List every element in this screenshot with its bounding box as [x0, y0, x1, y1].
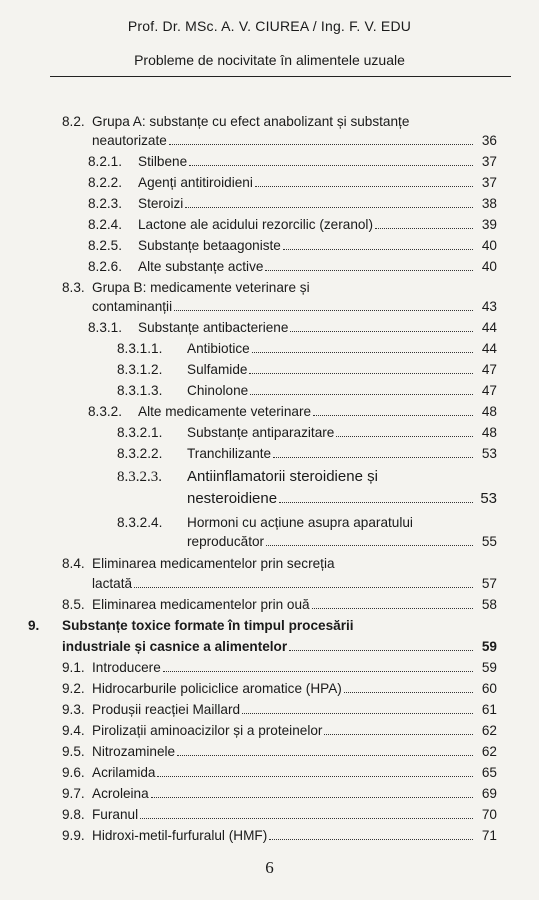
toc-entry [88, 215, 497, 235]
toc-entry [88, 152, 497, 172]
toc-entry-title: Introducere [92, 660, 161, 675]
toc-entry-number: 9.8. [62, 807, 85, 822]
leader-dots [313, 403, 473, 416]
leader-dots [375, 216, 473, 229]
toc-entry-number: 8.2. [62, 114, 85, 129]
toc-entry-title-cont: lactată [92, 576, 133, 591]
toc-entry-page: 53 [480, 490, 497, 507]
toc-entry-page: 71 [481, 828, 497, 843]
toc-entry-title: Antibiotice [187, 341, 250, 356]
leader-dots [189, 153, 473, 166]
toc-entry [117, 381, 497, 401]
toc-entry-title: Lactone ale acidului rezorcilic (zeranol) [138, 217, 373, 232]
toc-entry-title: Chinolone [187, 383, 249, 398]
toc-entry-title: Substanțe toxice formate în timpul procesării [62, 618, 354, 633]
toc-entry-title-cont: contaminanții [92, 299, 173, 314]
leader-dots [283, 237, 473, 250]
toc-entry [62, 278, 310, 298]
toc-entry [62, 112, 409, 132]
toc-entry [117, 444, 497, 464]
toc-entry-page: 40 [481, 238, 497, 253]
toc-entry-number: 8.3.2.4. [117, 515, 163, 530]
toc-entry-title: Grupa B: medicamente veterinare și [92, 280, 310, 295]
toc-entry [62, 826, 497, 846]
toc-entry-title: Hidrocarburile policiclice aromatice (HPA) [92, 681, 342, 696]
toc-entry-title: Hormoni cu acțiune asupra aparatului [187, 515, 413, 530]
toc-entry-continuation [187, 532, 497, 552]
toc-entry-page: 53 [481, 446, 497, 461]
toc-entry-continuation [92, 297, 497, 317]
toc-entry-page: 37 [481, 154, 497, 169]
toc-entry [62, 679, 497, 699]
toc-entry [88, 236, 497, 256]
leader-dots [324, 722, 473, 735]
leader-dots [279, 490, 473, 503]
toc-entry-page: 47 [481, 383, 497, 398]
toc-entry [62, 763, 497, 783]
toc-entry [62, 721, 497, 741]
toc-entry [117, 339, 497, 359]
toc-entry-page: 57 [481, 576, 497, 591]
toc-entry [88, 173, 497, 193]
toc-entry-title: Pirolizații aminoacizilor și a proteinelor [92, 723, 323, 738]
toc-entry [88, 318, 497, 338]
toc-entry-title: Alte substanțe active [138, 259, 264, 274]
toc-entry-number: 9.4. [62, 723, 85, 738]
leader-dots [157, 764, 473, 777]
toc-entry-title: Acroleina [92, 786, 149, 801]
toc-entry-page: 60 [481, 681, 497, 696]
toc-entry-title: Alte medicamente veterinare [138, 404, 312, 419]
toc-entry-page: 62 [481, 723, 497, 738]
toc-entry-number: 9.1. [62, 660, 85, 675]
leader-dots [242, 701, 473, 714]
toc-entry-number: 9.6. [62, 765, 85, 780]
toc-entry-page: 70 [481, 807, 497, 822]
leader-dots [336, 424, 473, 437]
toc-entry-page: 39 [481, 217, 497, 232]
toc-entry-title: Furanul [92, 807, 139, 822]
leader-dots [344, 680, 473, 693]
toc-entry [62, 742, 497, 762]
toc-entry [62, 658, 497, 678]
toc-entry-number: 9.5. [62, 744, 85, 759]
toc-entry-number: 9.3. [62, 702, 85, 717]
leader-dots [255, 174, 473, 187]
leader-dots [273, 445, 473, 458]
toc-entry-number: 8.4. [62, 556, 85, 571]
toc-entry-title: Steroizi [138, 196, 184, 211]
toc-entry-continuation [92, 574, 497, 594]
toc-entry-number: 8.3.1. [88, 320, 123, 335]
toc-entry [62, 554, 335, 574]
toc-entry-title: Eliminarea medicamentelor prin ouă [92, 597, 310, 612]
toc-entry-number: 8.2.6. [88, 259, 123, 274]
header-authors: Prof. Dr. MSc. A. V. CIUREA / Ing. F. V. EDU [127, 18, 412, 34]
toc-entry-page: 48 [481, 425, 497, 440]
toc-entry-number: 8.2.2. [88, 175, 123, 190]
toc-entry-title: Substanțe betaagoniste [138, 238, 281, 253]
toc-entry-page: 48 [481, 404, 497, 419]
toc-entry-page: 43 [481, 299, 497, 314]
toc-entry-title: Grupa A: substanțe cu efect anabolizant și substanțe [92, 114, 410, 129]
toc-entry-number: 8.2.4. [88, 217, 123, 232]
toc-entry-page: 61 [481, 702, 497, 717]
leader-dots [177, 743, 473, 756]
toc-entry-title: Substanțe antiparazitare [187, 425, 335, 440]
toc-entry-page: 36 [481, 133, 497, 148]
leader-dots [140, 806, 473, 819]
leader-dots [290, 319, 473, 332]
toc-entry-number: 8.5. [62, 597, 85, 612]
toc-entry-title: Eliminarea medicamentelor prin secreția [92, 556, 335, 571]
leader-dots [151, 785, 473, 798]
toc-entry-page: 59 [481, 660, 497, 675]
toc-entry-number: 8.2.5. [88, 238, 123, 253]
toc-entry-continuation [92, 131, 497, 151]
toc-entry-title: Sulfamide [187, 362, 248, 377]
toc-entry-title: Produșii reacției Maillard [92, 702, 241, 717]
leader-dots [252, 340, 473, 353]
leader-dots [174, 298, 473, 311]
toc-entry-title: Tranchilizante [187, 446, 272, 461]
page-number: 6 [265, 858, 274, 877]
toc-entry [62, 595, 497, 615]
toc-entry-number: 8.3.2.1. [117, 425, 163, 440]
toc-entry-number: 8.3.1.3. [117, 383, 163, 398]
toc-entry-title-cont: reproducător [187, 534, 265, 549]
toc-entry-page: 55 [481, 534, 497, 549]
toc-chapter-entry [28, 616, 354, 636]
toc-entry-continuation [62, 637, 497, 657]
toc-entry-title-cont: industriale și casnice a alimentelor [62, 639, 288, 654]
toc-entry-title: Substanțe antibacteriene [138, 320, 289, 335]
toc-entry-number: 8.3.1.2. [117, 362, 163, 377]
toc-entry-number: 8.2.1. [88, 154, 123, 169]
leader-dots [250, 382, 473, 395]
toc-entry [117, 513, 413, 533]
toc-entry-page: 44 [481, 320, 497, 335]
toc-entry-title: Acrilamida [92, 765, 156, 780]
toc-entry [88, 194, 497, 214]
toc-entry [62, 700, 497, 720]
leader-dots [269, 827, 473, 840]
toc-entry [88, 257, 497, 277]
toc-entry-page: 44 [481, 341, 497, 356]
toc-entry-page: 58 [481, 597, 497, 612]
toc-entry [62, 784, 497, 804]
toc-entry-number: 8.2.3. [88, 196, 123, 211]
toc-entry-page: 40 [481, 259, 497, 274]
toc-entry-title: Agenți antitiroidieni [138, 175, 253, 190]
toc-entry-number: 8.3.2. [88, 404, 123, 419]
leader-dots [163, 659, 473, 672]
leader-dots [289, 638, 473, 651]
header-book-title: Probleme de nocivitate în alimentele uzuale [134, 52, 405, 68]
leader-dots [134, 575, 473, 588]
toc-entry-page: 62 [481, 744, 497, 759]
toc-entry-title: Antiinflamatorii steroidiene și [187, 468, 378, 485]
toc-entry-number: 8.3.1.1. [117, 341, 163, 356]
toc-entry-number: 8.3.2.2. [117, 446, 163, 461]
toc-entry-page: 69 [481, 786, 497, 801]
toc-entry [117, 466, 378, 488]
toc-entry-page: 37 [481, 175, 497, 190]
leader-dots [169, 132, 473, 145]
leader-dots [266, 533, 473, 546]
toc-entry [117, 423, 497, 443]
toc-entry-title: Stilbene [138, 154, 188, 169]
leader-dots [312, 596, 473, 609]
toc-entry-number: 8.3.2.3. [117, 469, 162, 485]
toc-entry-title-cont: nesteroidiene [187, 490, 278, 507]
toc-entry-number: 9.2. [62, 681, 85, 696]
leader-dots [265, 258, 473, 271]
toc-entry-continuation [187, 488, 497, 510]
toc-entry-title: Hidroxi-metil-furfuralul (HMF) [92, 828, 268, 843]
toc-entry-title: Nitrozaminele [92, 744, 176, 759]
toc-entry-page: 65 [481, 765, 497, 780]
toc-entry [117, 360, 497, 380]
header-divider [50, 76, 511, 77]
toc-entry-page: 59 [481, 639, 497, 654]
toc-entry-number: 8.3. [62, 280, 85, 295]
leader-dots [249, 361, 473, 374]
toc-entry [62, 805, 497, 825]
toc-entry-page: 47 [481, 362, 497, 377]
toc-entry-title-cont: neautorizate [92, 133, 167, 148]
toc-entry-number: 9.9. [62, 828, 85, 843]
toc-entry-page: 38 [481, 196, 497, 211]
toc-entry-number: 9.7. [62, 786, 85, 801]
toc-entry-number: 9. [28, 618, 40, 633]
leader-dots [185, 195, 473, 208]
toc-entry [88, 402, 497, 422]
